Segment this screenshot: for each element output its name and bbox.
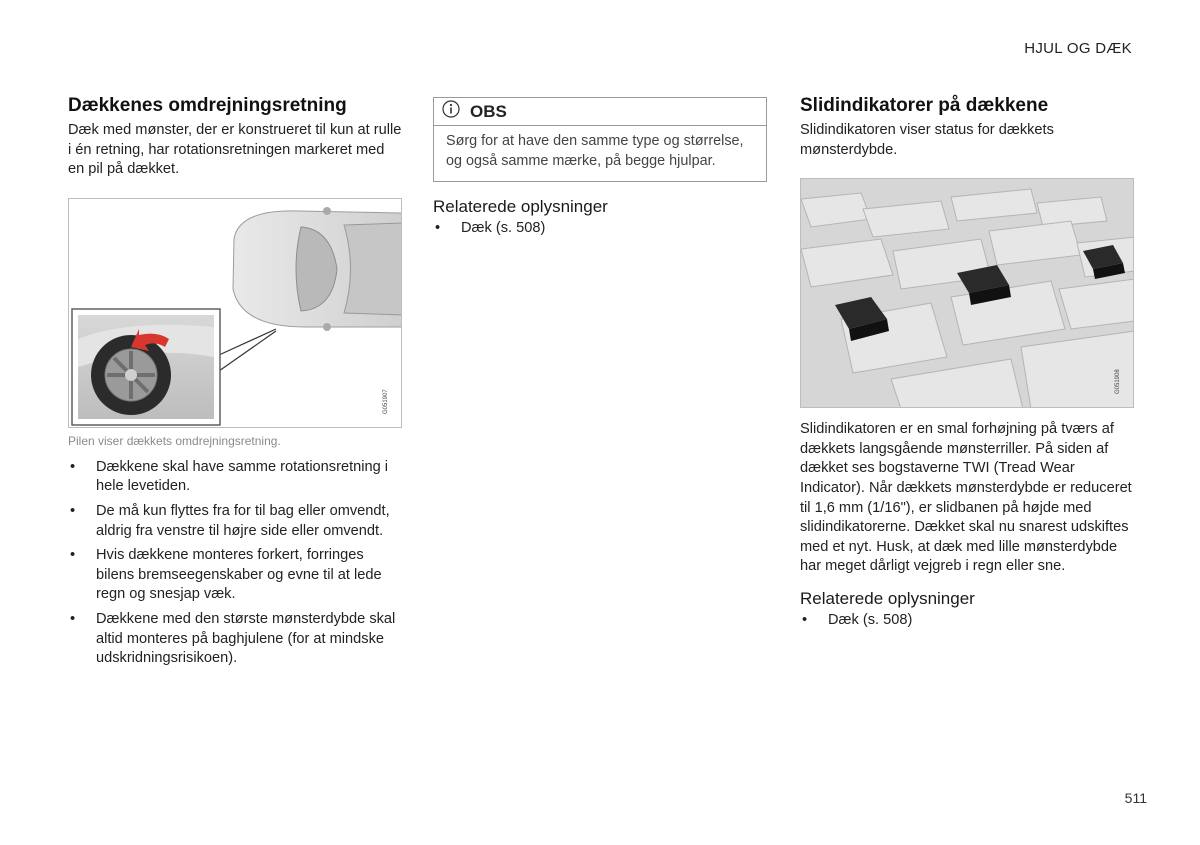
figure-tread-wear-indicator [800, 178, 1134, 408]
list-item-text: De må kun flyttes fra for til bag eller omvendt, aldrig fra venstre til højre side eller omvendt. [96, 502, 390, 539]
rotation-rules-list [68, 458, 402, 669]
obs-note-text: Sørg for at have den samme type og størrelse, og også samme mærke, på begge hjulpar. [446, 133, 744, 169]
list-item-text: Hvis dækkene monteres forkert, forringes bilens bremseegenskaber og evne til at lede regn og snesjap væk. [96, 547, 382, 603]
list-item [68, 502, 402, 541]
list-item-text: Dækkene skal have samme rotationsretning i hele levetiden. [96, 458, 389, 495]
list-item [68, 458, 402, 497]
bullet-icon: • [70, 502, 76, 519]
heading-rotation-direction: Dækkenes omdrejningsretning [68, 95, 347, 116]
column-wear-indicators [800, 94, 1134, 636]
obs-note-title: OBS [470, 101, 507, 121]
bullet-icon: • [70, 547, 76, 564]
figure-code-label: G051907 [383, 389, 389, 414]
bullet-icon: • [70, 610, 76, 627]
related-heading: Relaterede oplysninger [800, 588, 975, 608]
header-section-title: HJUL OG DÆK [1024, 40, 1132, 57]
bullet-icon: • [435, 220, 441, 237]
related-list [800, 611, 1134, 631]
intro-rotation-direction: Dæk med mønster, der er konstrueret til kun at rulle i én retning, har rotationsretningen markeret med en pil på dækket. [68, 122, 402, 178]
figure-car-wheel-rotation [68, 198, 402, 428]
tire-tread-illustration [801, 179, 1134, 408]
figure-caption: Pilen viser dækkets omdrejningsretning. [68, 433, 281, 448]
obs-note-box [433, 97, 767, 182]
bullet-icon: • [802, 611, 808, 628]
related-list [433, 219, 767, 239]
related-link-text: Dæk (s. 508) [461, 220, 546, 237]
column-rotation-direction [68, 94, 402, 674]
obs-note-header [434, 98, 766, 126]
page-number: 511 [1124, 790, 1147, 806]
related-link-tires[interactable] [800, 611, 1134, 631]
list-item [68, 610, 402, 669]
wear-indicator-description: Slidindikatoren er en smal forhøjning på tværs af dækkets langsgående mønsterriller. På siden af dækket ses bogstaverne TWI (Tread Wear Indicator). Når dækkets mønsterdybde er reduceret til 1,6 mm (1/16"), er slidbanen på højde med slidindikatorerne. Dækket skal nu snarest udskiftes med et nyt. Husk, at dæk med lille mønsterdybde har meget dårligt vejgreb i regn eller sne. [800, 421, 1132, 575]
heading-wear-indicators: Slidindikatorer på dækkene [800, 95, 1049, 116]
bullet-icon: • [70, 458, 76, 475]
column-note [433, 97, 767, 244]
related-link-text: Dæk (s. 508) [828, 611, 913, 628]
car-top-view-illustration [69, 199, 402, 428]
list-item [68, 546, 402, 605]
info-circle-icon [442, 100, 460, 123]
intro-wear-indicators: Slidindikatoren viser status for dækkets mønsterdybde. [800, 122, 1054, 158]
related-link-tires[interactable] [433, 219, 767, 239]
list-item-text: Dækkene med den største mønsterdybde skal altid monteres på baghjulene (for at mindske udskridningsrisikoen). [96, 610, 396, 667]
related-heading: Relaterede oplysninger [433, 197, 608, 217]
figure-code-label: G051908 [1115, 369, 1121, 395]
